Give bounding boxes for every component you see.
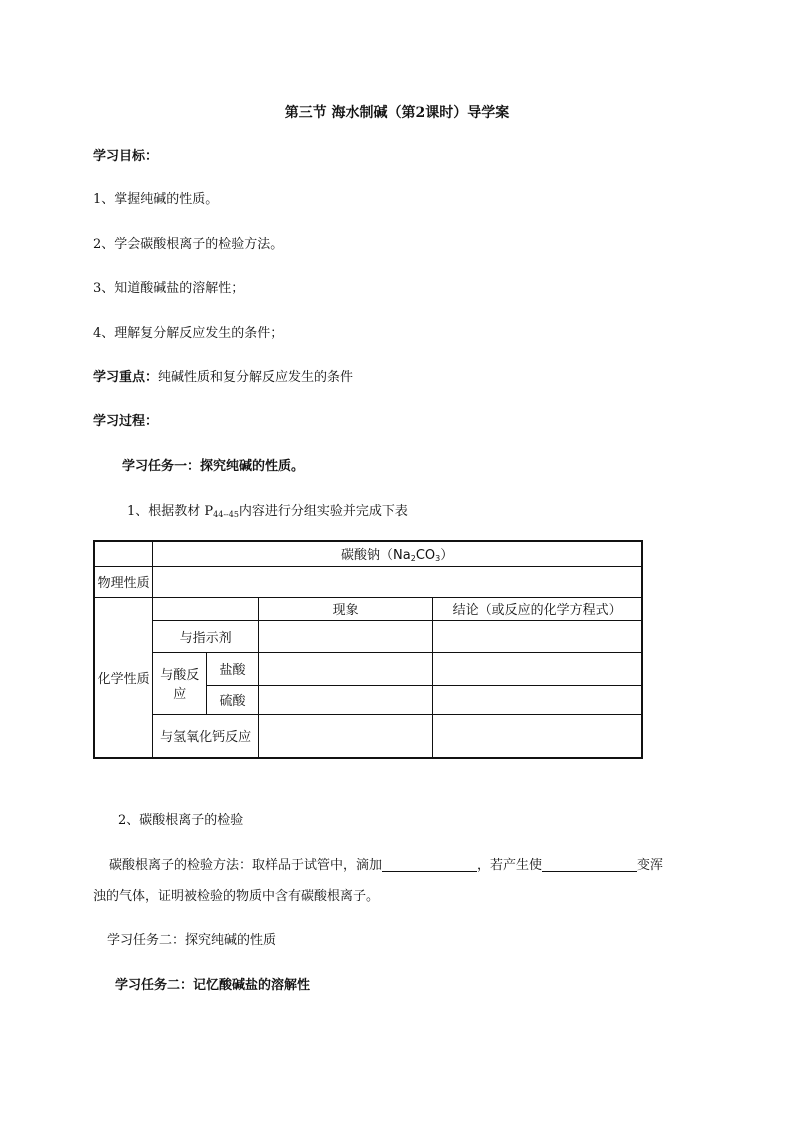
h2so4-conclusion-cell[interactable] (433, 685, 642, 714)
objective-4: 4、理解复分解反应发生的条件； (93, 326, 284, 341)
process-heading: 学习过程： (93, 414, 159, 429)
physical-properties-cell[interactable] (153, 566, 642, 597)
h2so4-phenomenon-cell[interactable] (258, 685, 432, 714)
caoh-phenomenon-cell[interactable] (258, 714, 432, 758)
table-corner-cell (94, 541, 153, 566)
col-conclusion: 结论（或反应的化学方程式） (433, 597, 642, 620)
blank-header-cell (153, 597, 259, 620)
reagent-blank[interactable] (382, 857, 477, 872)
page-title: 第三节 海水制碱（第2课时）导学案 (284, 105, 510, 121)
task2-memorize: 学习任务二：记忆酸碱盐的溶解性 (115, 978, 311, 993)
hcl-conclusion-cell[interactable] (433, 652, 642, 685)
gas-test-blank[interactable] (542, 857, 637, 872)
focus-line (93, 369, 353, 387)
sodium-carbonate-table (93, 540, 643, 759)
method-line-1: 碳酸根离子的检验方法：取样品于试管中，滴加 ，若产生使 变浑 (109, 858, 664, 873)
task1-step1: 1、根据教材 $P_{44--45}$内容进行分组实验并完成下表 (127, 504, 408, 519)
caoh-conclusion-cell[interactable] (433, 714, 642, 758)
task1-heading: 学习任务一：探究纯碱的性质。 (122, 459, 305, 474)
indicator-conclusion-cell[interactable] (433, 620, 642, 652)
row-indicator-label: 与指示剂 (153, 620, 259, 652)
hcl-phenomenon-cell[interactable] (258, 652, 432, 685)
focus-label: 学习重点： (93, 370, 159, 385)
row-calcium-hydroxide-label: 与氢氧化钙反应 (153, 714, 259, 758)
objective-3: 3、知道酸碱盐的溶解性； (93, 281, 245, 296)
focus-text: 纯碱性质和复分解反应发生的条件 (158, 370, 354, 385)
row-h2so4-label: 硫酸 (207, 685, 259, 714)
physical-properties-label: 物理性质 (94, 566, 153, 597)
indicator-phenomenon-cell[interactable] (258, 620, 432, 652)
task2-explore: 学习任务二：探究纯碱的性质 (107, 933, 277, 948)
objective-2: 2、学会碳酸根离子的检验方法。 (93, 237, 284, 252)
method-line-2: 浊的气体，证明被检验的物质中含有碳酸根离子。 (93, 889, 380, 904)
row-acid-label: 与酸反应 (153, 652, 207, 714)
row-hcl-label: 盐酸 (207, 652, 259, 685)
objectives-heading: 学习目标： (93, 149, 159, 164)
objective-1: 1、掌握纯碱的性质。 (93, 192, 219, 207)
chemical-properties-label: 化学性质 (94, 597, 153, 758)
step2-heading: 2、碳酸根离子的检验 (118, 813, 244, 828)
col-phenomenon: 现象 (258, 597, 432, 620)
table-header-sodium-carbonate: 碳酸钠$(Na_2CO_3)$ (153, 541, 642, 566)
